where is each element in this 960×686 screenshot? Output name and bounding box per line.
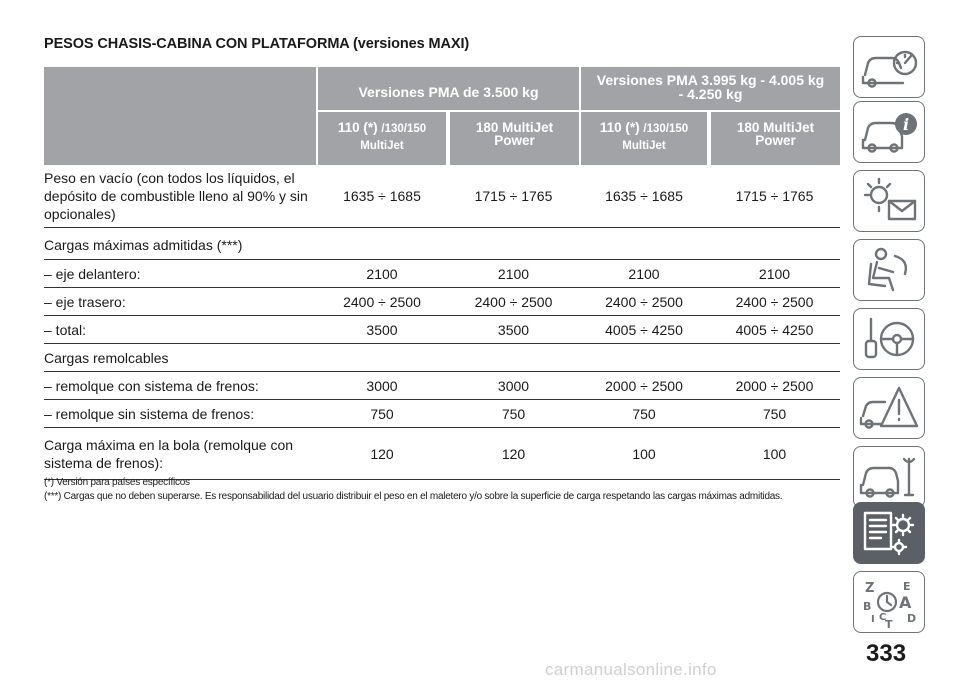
header-sub4-line2: Power: [755, 133, 796, 148]
row-label: Cargas remolcables: [44, 344, 316, 372]
header-group2-line1: Versiones PMA 3.995 kg - 4.005 kg: [596, 72, 825, 88]
index-letter: Z: [865, 581, 875, 596]
key-steering-wheel-icon: [859, 313, 919, 365]
row-value: 2000 ÷ 2500: [709, 372, 840, 400]
row-label: – remolque sin sistema de frenos:: [44, 400, 316, 428]
car-wrench-icon: [859, 451, 919, 503]
sidebar-tab-technical-specs[interactable]: [853, 502, 925, 564]
sidebar-tab-safety[interactable]: [853, 239, 925, 301]
sidebar-tab-dashboard[interactable]: [853, 36, 925, 98]
row-value: 3500: [316, 316, 448, 344]
index-letter: E: [903, 580, 911, 593]
index-letter: B: [863, 600, 872, 613]
weights-table: [44, 67, 840, 480]
row-value: [709, 344, 840, 372]
row-label: – eje delantero:: [44, 260, 316, 288]
row-value: 750: [448, 400, 579, 428]
airbag-seat-icon: [859, 244, 919, 296]
row-value: 1635 ÷ 1685: [579, 165, 709, 228]
row-value: 750: [709, 400, 840, 428]
table-row: [44, 288, 840, 316]
sidebar-tab-starting[interactable]: [853, 308, 925, 370]
header-sub3-small: /130/150: [643, 123, 689, 135]
table-row: [44, 428, 840, 480]
sidebar-tab-info[interactable]: [853, 101, 925, 163]
footnote: (***) Cargas que no deben superarse. Es responsabilidad del usuario distribuir el peso en el maletero y/o sobre la superficie de carga respetando las cargas máximas admitidas.: [44, 491, 783, 502]
row-label: Cargas máximas admitidas (***): [44, 228, 316, 260]
header-sub1-line2: MultiJet: [360, 140, 404, 152]
row-value: [579, 228, 709, 260]
header-blank-cell: [44, 67, 316, 165]
table-row: [44, 228, 840, 260]
index-letter: I: [871, 614, 875, 625]
row-value: 2000 ÷ 2500: [579, 372, 709, 400]
row-value: 2400 ÷ 2500: [709, 288, 840, 316]
table-row: [44, 344, 840, 372]
row-value: 100: [709, 428, 840, 480]
header-sub3-main: 110 (*): [599, 120, 644, 135]
index-letter: D: [907, 612, 917, 625]
row-value: 750: [316, 400, 448, 428]
row-value: 2100: [579, 260, 709, 288]
index-letter: T: [885, 618, 893, 628]
page-number: 333: [866, 640, 907, 667]
table-body: [44, 165, 840, 480]
header-sub-110-multijet-1: [318, 112, 446, 165]
header-sub-110-multijet-2: [581, 112, 707, 165]
row-value: 750: [579, 400, 709, 428]
specs-gear-icon: [859, 507, 919, 559]
alphabet-index-icon: [859, 576, 919, 628]
row-label: – eje trasero:: [44, 288, 316, 316]
header-group-3995-4250: [581, 67, 840, 110]
car-warning-triangle-icon: [859, 382, 919, 434]
row-value: [316, 228, 448, 260]
header-sub-180-multijet-power-2: [711, 112, 840, 165]
row-value: [709, 228, 840, 260]
header-sub3-line2: MultiJet: [622, 140, 666, 152]
header-sub1-main: 110 (*): [337, 120, 382, 135]
car-dashboard-icon: [859, 41, 919, 93]
row-value: 2100: [448, 260, 579, 288]
row-value: 4005 ÷ 4250: [579, 316, 709, 344]
warning-lights-icon: [859, 175, 919, 227]
row-value: [579, 344, 709, 372]
table-row: [44, 400, 840, 428]
row-value: 1715 ÷ 1765: [448, 165, 579, 228]
header-group-3500: Versiones PMA de 3.500 kg: [318, 67, 579, 110]
car-info-icon: [859, 106, 919, 158]
header-sub-180-multijet-power-1: [450, 112, 579, 165]
header-sub1-small: /130/150: [381, 123, 427, 135]
page-title: PESOS CHASIS-CABINA CON PLATAFORMA (versiones MAXI): [44, 36, 470, 52]
index-letter: A: [899, 593, 912, 612]
row-label: Carga máxima en la bola (remolque con sistema de frenos):: [44, 428, 316, 480]
row-value: 2100: [316, 260, 448, 288]
row-value: 2100: [709, 260, 840, 288]
sidebar-tab-warning-lights[interactable]: [853, 170, 925, 232]
header-sub2-line2: Power: [494, 133, 535, 148]
header-group2-line2: - 4.250 kg: [678, 86, 743, 102]
header-sub4-line1: 180 MultiJet: [736, 120, 815, 135]
row-value: 120: [448, 428, 579, 480]
row-label: – remolque con sistema de frenos:: [44, 372, 316, 400]
sidebar-tab-emergency[interactable]: [853, 377, 925, 439]
row-value: 120: [316, 428, 448, 480]
table-row: [44, 316, 840, 344]
table-row: [44, 260, 840, 288]
row-value: 1715 ÷ 1765: [709, 165, 840, 228]
row-value: [448, 228, 579, 260]
row-value: [448, 344, 579, 372]
sidebar-tab-index[interactable]: [853, 571, 925, 633]
row-value: 4005 ÷ 4250: [709, 316, 840, 344]
row-label: Peso en vacío (con todos los líquidos, el depósito de combustible lleno al 90% y sin opcionales): [44, 165, 316, 228]
row-value: 2400 ÷ 2500: [448, 288, 579, 316]
footnote: (*) Versión para países específicos: [44, 477, 190, 488]
table-header: [44, 67, 840, 165]
row-value: 3500: [448, 316, 579, 344]
row-value: 100: [579, 428, 709, 480]
table-row: [44, 372, 840, 400]
header-sub2-line1: 180 MultiJet: [475, 120, 554, 135]
row-label: – total:: [44, 316, 316, 344]
footnotes: [44, 476, 844, 504]
row-value: 2400 ÷ 2500: [579, 288, 709, 316]
row-value: 3000: [316, 372, 448, 400]
row-value: 2400 ÷ 2500: [316, 288, 448, 316]
row-value: [316, 344, 448, 372]
row-value: 3000: [448, 372, 579, 400]
table-row: [44, 165, 840, 228]
svg-text:i: i: [902, 115, 910, 134]
watermark: carmanualsonline.info: [545, 660, 717, 679]
row-value: 1635 ÷ 1685: [316, 165, 448, 228]
index-letter: C: [879, 612, 887, 623]
sidebar-tab-maintenance[interactable]: [853, 446, 925, 508]
